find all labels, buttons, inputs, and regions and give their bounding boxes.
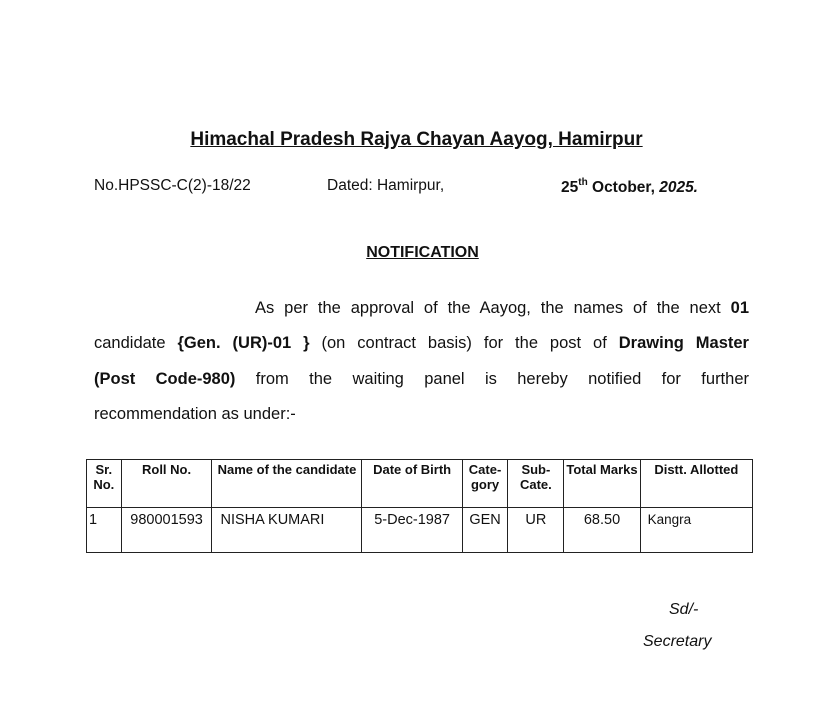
candidate-count: 01 — [730, 299, 749, 317]
cell-candidate-name: NISHA KUMARI — [212, 508, 362, 553]
date-year: 2025. — [659, 179, 698, 196]
cell-sr-no: 1 — [87, 508, 122, 553]
header-date-of-birth: Date of Birth — [362, 460, 462, 508]
date-month: October, — [587, 179, 660, 196]
document-title: Himachal Pradesh Rajya Chayan Aayog, Hamirpur — [190, 129, 643, 150]
header-total-marks: Total Marks — [564, 460, 640, 508]
header-sub-category: Sub- Cate. — [508, 460, 564, 508]
signature-sd: Sd/- — [669, 601, 699, 618]
cell-district-allotted: Kangra — [640, 508, 752, 553]
date-day-suffix: th — [578, 177, 588, 188]
table-row — [87, 508, 753, 553]
category-code: {Gen. (UR)-01 } — [177, 334, 310, 352]
date-day: 25 — [561, 179, 579, 196]
body-line-2-text: candidate — [94, 334, 178, 352]
cell-sub-category: UR — [508, 508, 564, 553]
body-line-3 — [94, 370, 749, 389]
body-line-3-text: from the waiting panel is hereby notified for further — [235, 370, 749, 388]
body-line-1 — [255, 299, 749, 318]
header-category: Cate- gory — [462, 460, 508, 508]
signature-designation: Secretary — [643, 633, 712, 650]
table-header-row — [87, 460, 753, 508]
cell-total-marks: 68.50 — [564, 508, 640, 553]
header-district-allotted: Distt. Allotted — [640, 460, 752, 508]
dated-label: Dated: Hamirpur, — [327, 177, 445, 194]
cell-category: GEN — [462, 508, 508, 553]
reference-number: No.HPSSC-C(2)-18/22 — [94, 177, 251, 194]
candidate-table — [86, 459, 753, 553]
body-line-1-text: As per the approval of the Aayog, the names of the next — [255, 299, 731, 317]
header-roll-no: Roll No. — [121, 460, 212, 508]
body-line-4: recommendation as under:- — [94, 405, 296, 423]
body-line-2-mid: (on contract basis) for the post of — [309, 334, 619, 352]
body-line-2 — [94, 334, 749, 353]
cell-roll-no: 980001593 — [121, 508, 212, 553]
header-sr-no: Sr. No. — [87, 460, 122, 508]
post-name: Drawing Master — [618, 334, 749, 352]
notification-heading: NOTIFICATION — [366, 244, 479, 261]
post-code: (Post Code-980) — [94, 370, 236, 388]
cell-date-of-birth: 5-Dec-1987 — [362, 508, 462, 553]
header-candidate-name: Name of the candidate — [212, 460, 362, 508]
issue-date — [561, 177, 698, 197]
